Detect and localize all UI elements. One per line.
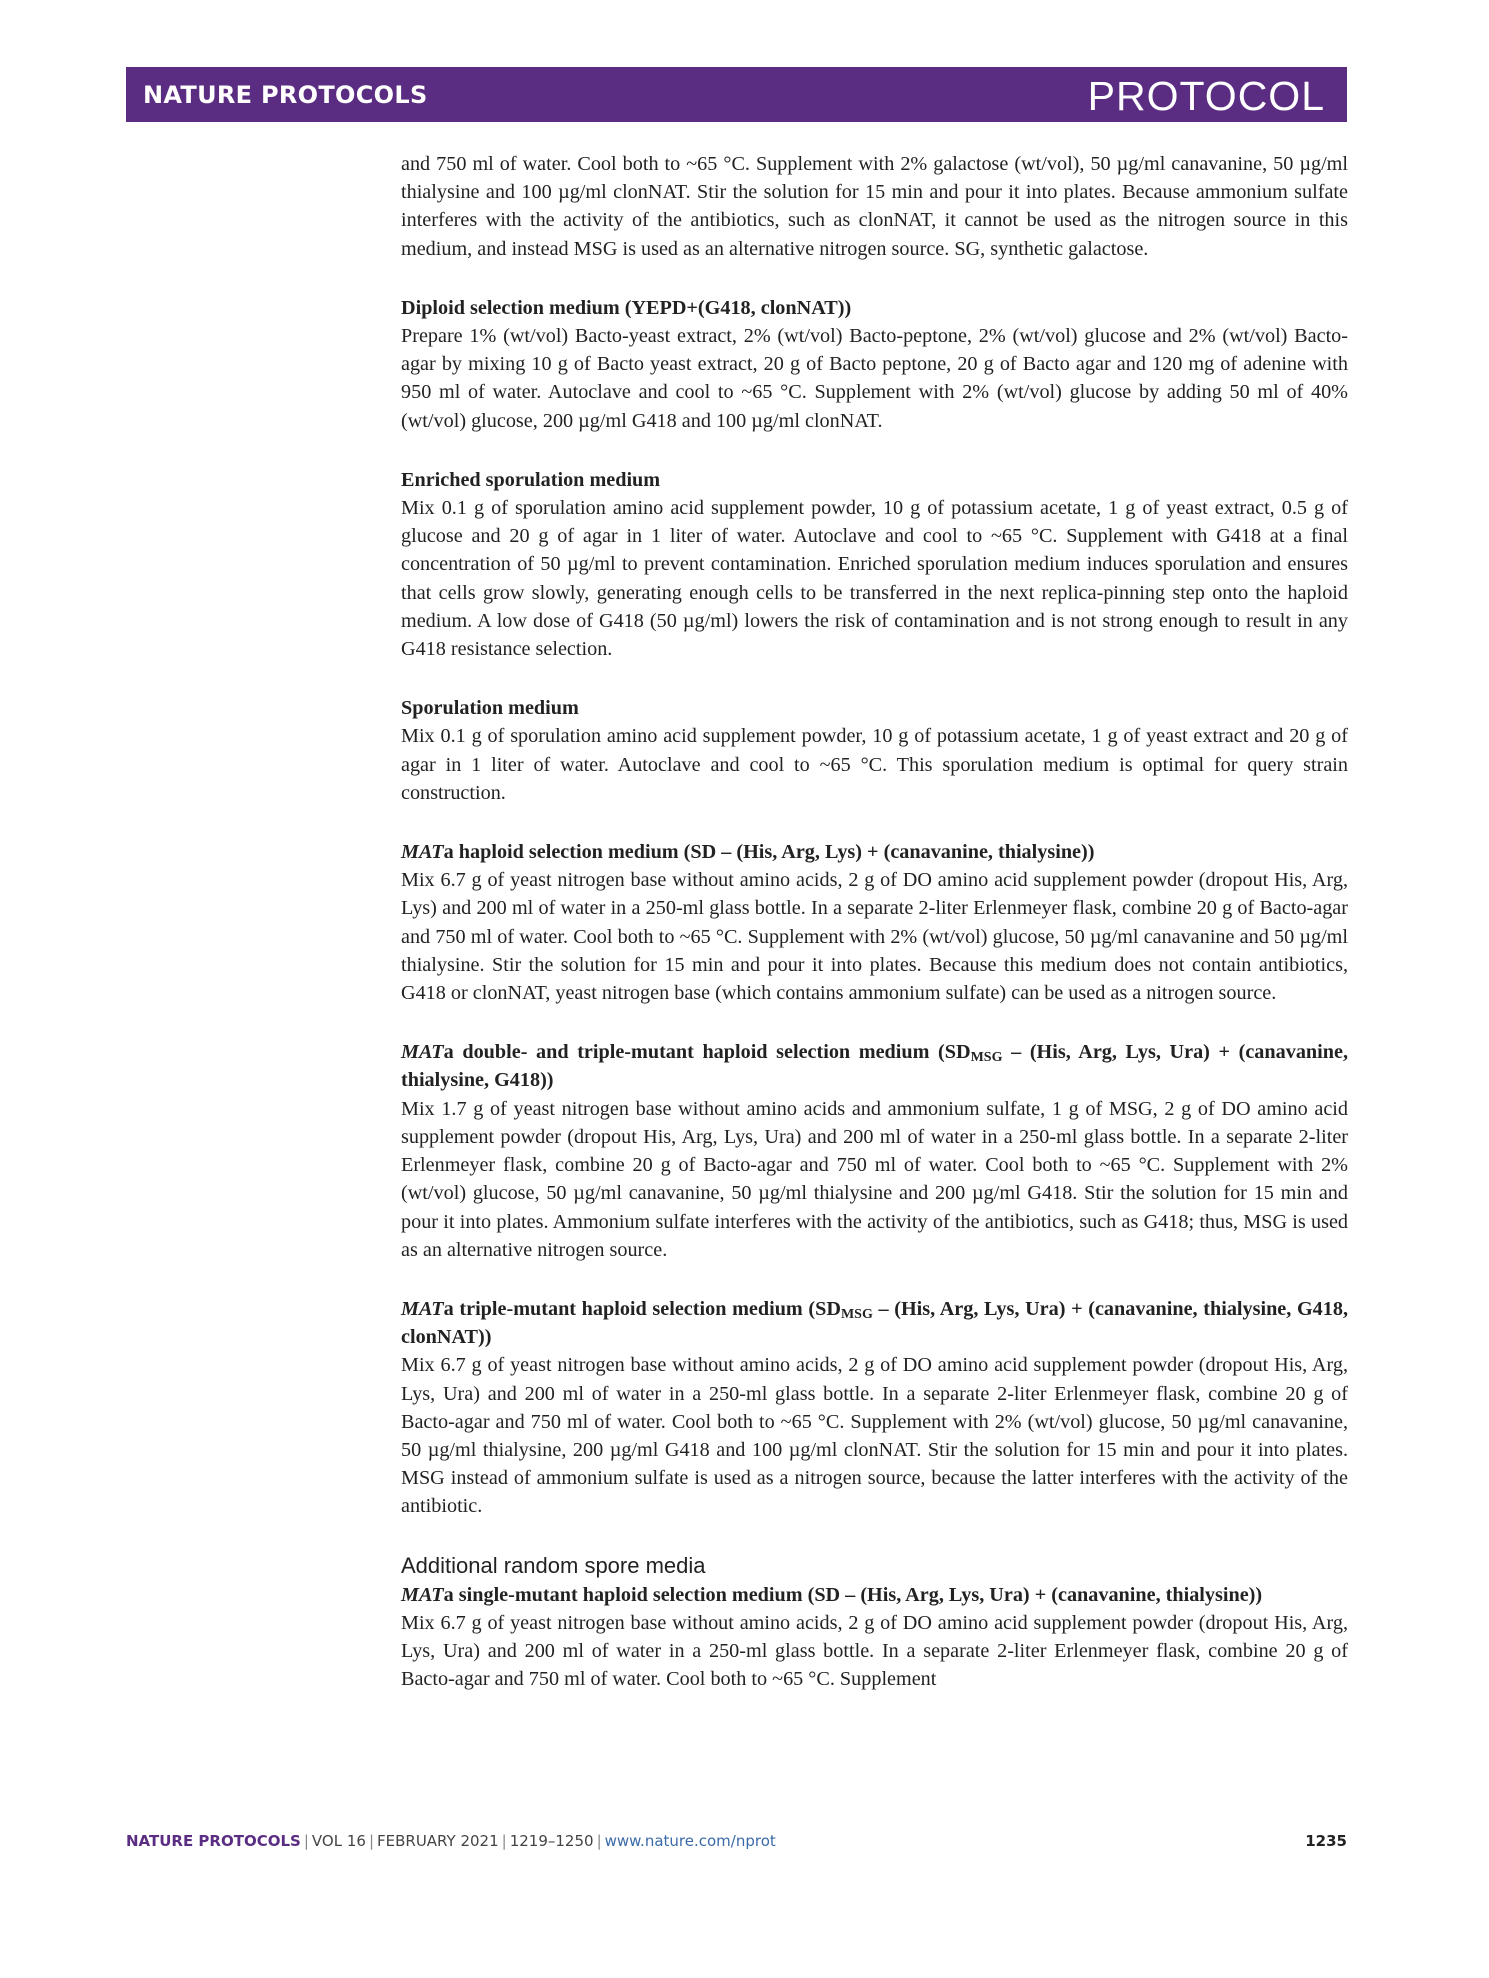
section-diploid-selection	[401, 294, 1348, 435]
section-body: Mix 0.1 g of sporulation amino acid supplement powder, 10 g of potassium acetate, 1 g of yeast extract and 20 g of agar in 1 liter of water. Autoclave and cool to ~65 °C. This sporulation medium is optimal for query strain construction.	[401, 725, 1348, 804]
title-text: a double- and triple-mutant haploid selection medium (SD	[443, 1041, 971, 1064]
footer-journal: NATURE PROTOCOLS	[126, 1832, 301, 1850]
section-body: Mix 0.1 g of sporulation amino acid supplement powder, 10 g of potassium acetate, 1 g of yeast extract, 0.5 g of glucose and 20 g of agar in 1 liter of water. Autoclave and cool to ~65 °C. Supplement with G418 at a final concentration of 50 µg/ml to prevent contamination. Enriched sporulation medium induces sporulation and ensures that cells grow slowly, generating enough cells to be transferred in the next replica-pinning step onto the haploid medium. A low dose of G418 (50 µg/ml) lowers the risk of contamination and is not strong enough to result in any G418 resistance selection.	[401, 497, 1348, 661]
footer-separator: |	[596, 1832, 602, 1850]
footer-separator: |	[501, 1832, 507, 1850]
title-subscript: MSG	[970, 1050, 1003, 1066]
intro-paragraph: and 750 ml of water. Cool both to ~65 °C. Supplement with 2% galactose (wt/vol), 50 µg/ml canavanine, 50 µg/ml thialysine and 100 µg/ml clonNAT. Stir the solution for 15 min and pour it into plates. Because ammonium sulfate interferes with the activity of the antibiotics, such as clonNAT, it cannot be used as the nitrogen source in this medium, and instead MSG is used as an alternative nitrogen source. SG, synthetic galactose.	[401, 153, 1348, 260]
title-italic: MAT	[401, 841, 444, 864]
section-title	[401, 1038, 1348, 1094]
title-text: a haploid selection medium (SD – (His, Arg, Lys) + (canavanine, thialysine))	[443, 841, 1095, 864]
section-mata-double-triple	[401, 1038, 1348, 1264]
title-text: a single-mutant haploid selection medium (SD – (His, Arg, Lys, Ura) + (canavanine, thialysine))	[443, 1583, 1263, 1606]
title-subscript: MSG	[840, 1306, 873, 1322]
footer-separator: |	[368, 1832, 374, 1850]
subheading: Additional random spore media	[401, 1552, 706, 1578]
title-italic: MAT	[401, 1583, 444, 1606]
section-body: Mix 6.7 g of yeast nitrogen base without amino acids, 2 g of DO amino acid supplement powder (dropout His, Arg, Lys, Ura) and 200 ml of water in a 250-ml glass bottle. In a separate 2-liter Erlenmeyer flask, combine 20 g of Bacto-agar and 750 ml of water. Cool both to ~65 °C. Supplement with 2% (wt/vol) glucose, 50 µg/ml canavanine, 50 µg/ml thialysine, 200 µg/ml G418 and 100 µg/ml clonNAT. Stir the solution for 15 min and pour it into plates. MSG instead of ammonium sulfate is used as a nitrogen source, because the latter interferes with the activity of the antibiotic.	[401, 1354, 1348, 1518]
footer-volume: VOL 16	[311, 1832, 366, 1850]
footer-url-link[interactable]: www.nature.com/nprot	[604, 1832, 776, 1850]
section-title	[401, 838, 1348, 866]
section-body: Mix 1.7 g of yeast nitrogen base without amino acids and ammonium sulfate, 1 g of MSG, 2 g of DO amino acid supplement powder (dropout His, Arg, Lys, Ura) and 200 ml of water in a 250-ml glass bottle. In a separate 2-liter Erlenmeyer flask, combine 20 g of Bacto-agar and 750 ml of water. Cool both to ~65 °C. Supplement with 2% (wt/vol) glucose, 50 µg/ml canavanine, 50 µg/ml thialysine and 200 µg/ml G418. Stir the solution for 15 min and pour it into plates. Ammonium sulfate interferes with the activity of the antibiotics, such as G418; thus, MSG is used as an alternative nitrogen source.	[401, 1097, 1348, 1261]
section-body: Mix 6.7 g of yeast nitrogen base without amino acids, 2 g of DO amino acid supplement powder (dropout His, Arg, Lys, Ura) and 200 ml of water in a 250-ml glass bottle. In a separate 2-liter Erlenmeyer flask, combine 20 g of Bacto-agar and 750 ml of water. Cool both to ~65 °C. Supplement	[401, 1611, 1348, 1691]
article-type: PROTOCOL	[1087, 73, 1325, 119]
section-title	[401, 1581, 1348, 1609]
title-italic: MAT	[401, 1041, 444, 1064]
title-text-rest: – (His, Arg, Lys, Ura) + (canavanine, thialysine, G418, clonNAT))	[401, 1297, 1349, 1349]
section-sporulation	[401, 694, 1348, 807]
section-body: Prepare 1% (wt/vol) Bacto-yeast extract, 2% (wt/vol) Bacto-peptone, 2% (wt/vol) glucose and 2% (wt/vol) Bacto-agar by mixing 10 g of Bacto yeast extract, 20 g of Bacto peptone, 20 g of Bacto agar and 120 mg of adenine with 950 ml of water. Autoclave and cool to ~65 °C. Supplement with 2% (wt/vol) glucose by adding 50 ml of 40% (wt/vol) glucose, 200 µg/ml G418 and 100 µg/ml clonNAT.	[401, 325, 1348, 432]
section-title	[401, 1295, 1348, 1351]
footer-pages: 1219–1250	[509, 1832, 594, 1850]
title-text-rest: – (His, Arg, Lys, Ura) + (canavanine, thialysine, G418))	[401, 1041, 1348, 1092]
page-footer	[126, 1832, 1347, 1850]
section-enriched-sporulation	[401, 466, 1348, 663]
journal-banner	[126, 67, 1347, 122]
section-title: Sporulation medium	[401, 697, 579, 720]
journal-name: NATURE PROTOCOLS	[143, 81, 428, 109]
title-italic: MAT	[401, 1297, 444, 1320]
section-mata-haploid	[401, 838, 1348, 1007]
title-text: a triple-mutant haploid selection medium (SD	[443, 1297, 841, 1320]
footer-separator: |	[303, 1832, 309, 1850]
section-body: Mix 6.7 g of yeast nitrogen base without amino acids, 2 g of DO amino acid supplement powder (dropout His, Arg, Lys) and 200 ml of water in a 250-ml glass bottle. In a separate 2-liter Erlenmeyer flask, combine 20 g of Bacto-agar and 750 ml of water. Cool both to ~65 °C. Supplement with 2% (wt/vol) glucose, 50 µg/ml canavanine and 50 µg/ml thialysine. Stir the solution for 15 min and pour it into plates. Because this medium does not contain antibiotics, G418 or clonNAT, yeast nitrogen base (which contains ammonium sulfate) can be used as a nitrogen source.	[401, 869, 1348, 1005]
section-mata-triple	[401, 1295, 1348, 1521]
section-title: Enriched sporulation medium	[401, 468, 661, 491]
section-mata-single	[401, 1581, 1348, 1694]
article-body	[401, 150, 1348, 1693]
section-title: Diploid selection medium (YEPD+(G418, clonNAT))	[401, 296, 852, 319]
page-number: 1235	[1305, 1832, 1347, 1850]
footer-date: FEBRUARY 2021	[377, 1832, 499, 1850]
